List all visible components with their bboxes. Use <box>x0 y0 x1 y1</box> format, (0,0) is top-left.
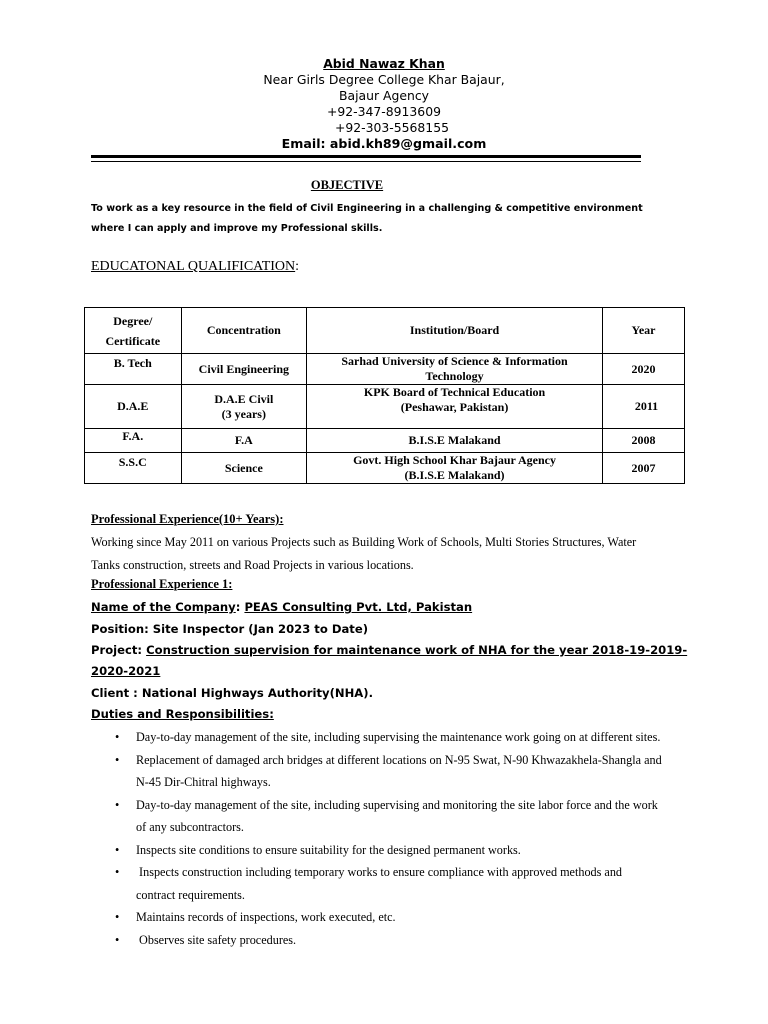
company-value: PEAS Consulting Pvt. Ltd, Pakistan <box>244 600 473 614</box>
row-year: 2011 <box>602 385 684 429</box>
bullet-icon: • <box>115 752 120 767</box>
row-year: 2020 <box>602 354 684 385</box>
phone-2: +92-303-5568155 <box>335 120 449 135</box>
address-line-2: Bajaur Agency <box>339 88 429 103</box>
row-concentration: Civil Engineering <box>181 354 307 385</box>
row-concentration: F.A <box>181 429 307 453</box>
project-value-2: 2020-2021 <box>91 663 161 678</box>
row-year: 2007 <box>602 453 684 484</box>
list-item: • Day-to-day management of the site, including supervising the maintenance work going on at different sites. <box>91 726 691 749</box>
header-concentration: Concentration <box>181 308 307 354</box>
row-year: 2008 <box>602 429 684 453</box>
bullet-icon: • <box>115 865 120 879</box>
bullet-icon: • <box>115 797 120 812</box>
experience-summary-line-2: Tanks construction, streets and Road Projects in various locations. <box>91 557 414 572</box>
row-institution: KPK Board of Technical Education (Peshawar, Pakistan) <box>307 385 603 429</box>
bullet-icon: • <box>115 910 120 924</box>
header-divider-thin <box>91 161 641 162</box>
row-degree: D.A.E <box>85 385 182 429</box>
experience-summary-line-1: Working since May 2011 on various Projects such as Building Work of Schools, Multi Stories Structures, Water <box>91 535 637 549</box>
row-concentration: Science <box>181 453 307 484</box>
row-institution: Govt. High School Khar Bajaur Agency (B.I.S.E Malakand) <box>307 453 603 484</box>
experience-heading: Professional Experience(10+ Years): <box>91 512 284 526</box>
row-institution: Sarhad University of Science & Information Technology <box>307 354 603 385</box>
header-divider-thick <box>91 155 641 158</box>
table-row <box>85 354 685 385</box>
header-degree: Degree/ Certificate <box>85 308 182 354</box>
bullet-icon: • <box>115 842 120 857</box>
list-item: • Observes site safety procedures. <box>91 929 691 952</box>
address-line-1: Near Girls Degree College Khar Bajaur, <box>263 72 505 87</box>
objective-line-2: where I can apply and improve my Professional skills. <box>91 223 383 234</box>
row-concentration: D.A.E Civil (3 years) <box>181 385 307 429</box>
objective-heading: OBJECTIVE <box>310 178 384 192</box>
company-label: Name of the Company <box>91 600 236 614</box>
row-degree: F.A. <box>85 429 182 453</box>
phone-1: +92-347-8913609 <box>327 104 441 119</box>
objective-text <box>91 199 691 239</box>
list-item: • Day-to-day management of the site, including supervising and monitoring the site labor force and the work of any subcontractors. <box>91 794 691 839</box>
list-item: • Maintains records of inspections, work executed, etc. <box>91 906 691 929</box>
bullet-icon: • <box>115 932 120 947</box>
list-item: • Replacement of damaged arch bridges at different locations on N-95 Swat, N-90 Khwazakhela-Shangla and N-45 Dir-Chitral highways. <box>91 749 691 794</box>
row-institution: B.I.S.E Malakand <box>307 429 603 453</box>
header-institution: Institution/Board <box>307 308 603 354</box>
client-line: Client : National Highways Authority(NHA). <box>91 686 373 700</box>
table-row <box>85 429 685 453</box>
project-line <box>91 640 691 681</box>
candidate-name: Abid Nawaz Khan <box>323 56 445 71</box>
list-item: • Inspects construction including temporary works to ensure compliance with approved methods and contract requirements. <box>91 861 691 906</box>
duties-list <box>91 726 691 951</box>
objective-line-1: To work as a key resource in the field of Civil Engineering in a challenging & competitive environment <box>91 203 643 214</box>
list-item: • Inspects site conditions to ensure suitability for the designed permanent works. <box>91 839 691 862</box>
project-value-1: Construction supervision for maintenance work of NHA for the year 2018-19-2019- <box>146 643 688 657</box>
row-degree: S.S.C <box>85 453 182 484</box>
table-row <box>85 385 685 429</box>
resume-header <box>0 56 768 152</box>
education-heading-text: EDUCATONAL QUALIFICATION <box>91 259 296 274</box>
company-line <box>91 597 691 618</box>
project-label: Project: <box>91 643 147 657</box>
position-line: Position: Site Inspector (Jan 2023 to Date) <box>91 622 368 636</box>
experience-1-heading: Professional Experience 1: <box>91 577 233 591</box>
bullet-icon: • <box>115 730 120 744</box>
email: Email: abid.kh89@gmail.com <box>281 136 487 151</box>
row-degree: B. Tech <box>85 354 182 385</box>
table-row <box>85 453 685 484</box>
education-heading <box>91 259 299 275</box>
company-colon: : <box>235 600 245 614</box>
duties-heading: Duties and Responsibilities: <box>91 707 274 721</box>
table-header-row <box>85 308 685 354</box>
header-year: Year <box>602 308 684 354</box>
experience-summary <box>91 531 691 576</box>
education-heading-colon: : <box>295 259 300 274</box>
education-table <box>84 307 685 484</box>
